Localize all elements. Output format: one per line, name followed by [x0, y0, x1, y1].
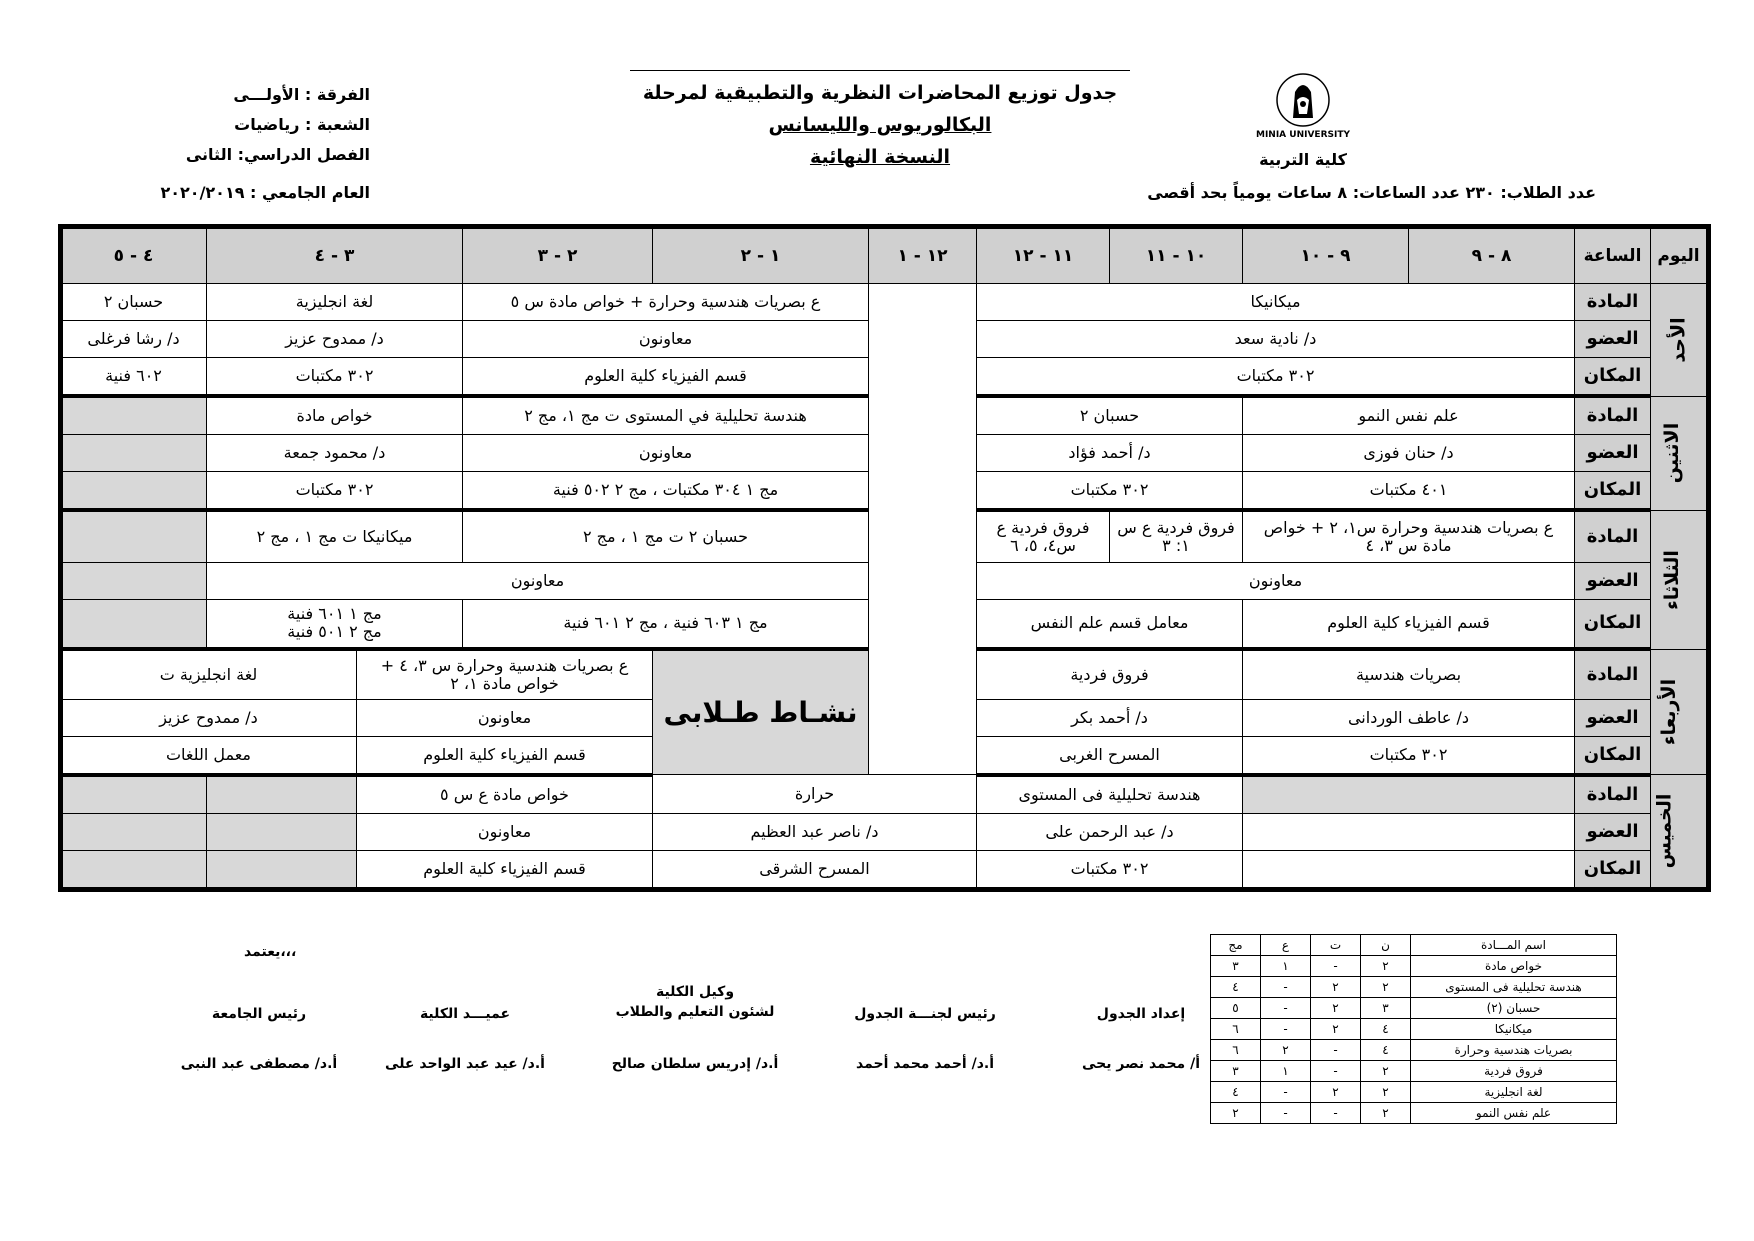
university-logo-icon — [1255, 70, 1351, 146]
scientific-guidance-block — [869, 284, 977, 775]
signature-dean: عميـــد الكلية أ.د/ عيد عبد الواحد على — [385, 1006, 545, 1072]
empty-cell — [61, 599, 207, 649]
cell: معاونون — [463, 435, 869, 472]
table-row: فروق فردية ٢ - ١ ٣ — [1211, 1061, 1617, 1082]
faculty-name: كلية التربية — [1259, 150, 1347, 169]
cell: ٣٠٢ مكتبات — [977, 358, 1575, 397]
row-label-subject: المادة — [1575, 396, 1651, 435]
cell: فروق فردية ع س٤، ٥، ٦ — [977, 510, 1110, 562]
cell: د/ ممدوح عزيز — [61, 699, 357, 736]
cell: د/ محمود جمعة — [207, 435, 463, 472]
university-name: MINIA UNIVERSITY — [1255, 130, 1350, 140]
empty-cell — [61, 775, 207, 814]
division-label: الشعبة : رياضيات — [234, 115, 370, 134]
cell: ٣٠٢ مكتبات — [1243, 736, 1575, 775]
cell: حرارة — [653, 775, 977, 814]
day-header: اليوم — [1651, 227, 1709, 284]
students-count: عدد الطلاب: ٢٣٠ عدد الساعات: ٨ ساعات يومياً بحد أقصى — [1147, 183, 1596, 202]
row-label-place: المكان — [1575, 358, 1651, 397]
table-row: بصريات هندسية وحرارة ٤ - ٢ ٦ — [1211, 1040, 1617, 1061]
subjects-header-row — [1211, 935, 1617, 956]
header-cell: ع — [1261, 935, 1311, 956]
slot-3-4: ٣ - ٤ — [207, 227, 463, 284]
empty-cell — [61, 472, 207, 511]
cell: د/ عبد الرحمن على — [977, 813, 1243, 850]
cell: هندسة تحليلية فى المستوى — [977, 775, 1243, 814]
document-title — [620, 70, 1140, 173]
day-tuesday: الثلاثاء — [1651, 510, 1709, 649]
class-info — [120, 80, 370, 170]
thursday-place-row — [61, 850, 1709, 889]
slot-2-3: ٢ - ٣ — [463, 227, 653, 284]
cell: د/ ممدوح عزيز — [207, 321, 463, 358]
cell: فروق فردية ع س ١: ٣ — [1110, 510, 1243, 562]
cell: قسم الفيزياء كلية العلوم — [1243, 599, 1575, 649]
row-label-subject: المادة — [1575, 775, 1651, 814]
cell: ٣٠٢ مكتبات — [977, 472, 1243, 511]
cell: مج ١ ٣٠٤ مكتبات ، مج ٢ ٥٠٢ فنية — [463, 472, 869, 511]
empty-cell — [1243, 775, 1575, 814]
cell: قسم الفيزياء كلية العلوم — [357, 850, 653, 889]
row-label-member: العضو — [1575, 321, 1651, 358]
header-cell: ن — [1361, 935, 1411, 956]
empty-cell — [1243, 850, 1575, 889]
empty-cell — [1243, 813, 1575, 850]
header-cell: مج — [1211, 935, 1261, 956]
cell: د/ رشا فرغلى — [61, 321, 207, 358]
cell: ٤٠١ مكتبات — [1243, 472, 1575, 511]
slot-11-12: ١١ - ١٢ — [977, 227, 1110, 284]
day-wednesday: الأربعاء — [1651, 649, 1709, 775]
cell: مج ١ ٦٠١ فنية مج ٢ ٥٠١ فنية — [207, 599, 463, 649]
header-cell: ت — [1311, 935, 1361, 956]
cell: ميكانيكا ت مج ١ ، مج ٢ — [207, 510, 463, 562]
title-line-3: النسخة النهائية — [809, 146, 951, 168]
cell: ع بصريات هندسية وحرارة س١، ٢ + خواص مادة س ٣، ٤ — [1243, 510, 1575, 562]
cell: حسبان ٢ — [977, 396, 1243, 435]
row-label-member: العضو — [1575, 699, 1651, 736]
semester-label: الفصل الدراسي: الثانى — [185, 145, 370, 164]
slot-1-2: ١ - ٢ — [653, 227, 869, 284]
title-line-1: جدول توزيع المحاضرات النظرية والتطبيقية لمرحلة — [642, 82, 1118, 104]
cell: معاونون — [463, 321, 869, 358]
faculty-header — [1188, 70, 1418, 169]
academic-year: العام الجامعي : ٢٠٢٠/٢٠١٩ — [160, 183, 370, 202]
title-line-2: البكالوريوس والليسانس — [768, 114, 992, 136]
row-label-place: المكان — [1575, 736, 1651, 775]
signature-vice-dean: وكيل الكلية لشئون التعليم والطلاب أ.د/ إدريس سلطان صالح — [611, 984, 779, 1072]
cell: د/ أحمد بكر — [977, 699, 1243, 736]
hour-header: الساعة — [1575, 227, 1651, 284]
row-label-subject: المادة — [1575, 649, 1651, 699]
slot-9-10: ٩ - ١٠ — [1243, 227, 1409, 284]
cell: ميكانيكا — [977, 284, 1575, 321]
cell: معاونون — [207, 562, 869, 599]
cell: حسبان ٢ — [61, 284, 207, 321]
subjects-hours-table — [1210, 934, 1617, 1124]
cell: معاونون — [977, 562, 1575, 599]
cell: مج ١ ٦٠٣ فنية ، مج ٢ ٦٠١ فنية — [463, 599, 869, 649]
day-monday: الاثنين — [1651, 396, 1709, 510]
cell: د/ ناصر عبد العظيم — [653, 813, 977, 850]
cell: ٣٠٢ مكتبات — [207, 472, 463, 511]
signature-prepared: إعداد الجدول أ/ محمد نصر يحى — [1081, 1006, 1201, 1072]
day-sunday: الأحد — [1651, 284, 1709, 397]
cell: فروق فردية — [977, 649, 1243, 699]
day-thursday: الخميس — [1651, 775, 1709, 890]
empty-cell — [61, 813, 207, 850]
cell: لغة انجليزية — [207, 284, 463, 321]
slot-4-5: ٤ - ٥ — [61, 227, 207, 284]
cell: د/ أحمد فؤاد — [977, 435, 1243, 472]
cell: المسرح الغربى — [977, 736, 1243, 775]
approval-note: يعتمد،،، — [244, 944, 297, 960]
empty-cell — [207, 850, 357, 889]
empty-cell — [207, 813, 357, 850]
student-activity-block: نشـاط طـلابى — [653, 649, 869, 775]
thursday-subject-row — [61, 775, 1709, 814]
table-row: خواص مادة ٢ - ١ ٣ — [1211, 956, 1617, 977]
empty-cell — [61, 435, 207, 472]
row-label-member: العضو — [1575, 562, 1651, 599]
table-row: ميكانيكا ٤ ٢ - ٦ — [1211, 1019, 1617, 1040]
row-label-subject: المادة — [1575, 510, 1651, 562]
cell: د/ نادية سعد — [977, 321, 1575, 358]
cell: لغة انجليزية ت — [61, 649, 357, 699]
empty-cell — [61, 562, 207, 599]
row-label-member: العضو — [1575, 435, 1651, 472]
row-label-place: المكان — [1575, 472, 1651, 511]
signature-committee: رئيس لجنـــة الجدول أ.د/ أحمد محمد أحمد — [854, 1006, 996, 1072]
empty-cell — [61, 510, 207, 562]
schedule-table — [58, 224, 1711, 892]
cell: معاونون — [357, 699, 653, 736]
slot-10-11: ١٠ - ١١ — [1110, 227, 1243, 284]
signature-president: رئيس الجامعة أ.د/ مصطفى عبد النبى — [180, 1006, 338, 1072]
row-label-subject: المادة — [1575, 284, 1651, 321]
cell: د/ عاطف الوردانى — [1243, 699, 1575, 736]
cell: علم نفس النمو — [1243, 396, 1575, 435]
slot-8-9: ٨ - ٩ — [1409, 227, 1575, 284]
table-row: حسبان (٢) ٣ ٢ - ٥ — [1211, 998, 1617, 1019]
cell: المسرح الشرقى — [653, 850, 977, 889]
header-cell: اسم المـــادة — [1411, 935, 1617, 956]
cell: خواص مادة ع س ٥ — [357, 775, 653, 814]
cell: ع بصريات هندسية وحرارة + خواص مادة س ٥ — [463, 284, 869, 321]
cell: قسم الفيزياء كلية العلوم — [463, 358, 869, 397]
cell: قسم الفيزياء كلية العلوم — [357, 736, 653, 775]
row-label-place: المكان — [1575, 599, 1651, 649]
table-row: علم نفس النمو ٢ - - ٢ — [1211, 1103, 1617, 1124]
sunday-subject-row — [61, 284, 1709, 321]
time-header-row — [61, 227, 1709, 284]
empty-cell — [207, 775, 357, 814]
cell: معمل اللغات — [61, 736, 357, 775]
row-label-member: العضو — [1575, 813, 1651, 850]
cell: خواص مادة — [207, 396, 463, 435]
cell: معاونون — [357, 813, 653, 850]
cell: ٣٠٢ مكتبات — [207, 358, 463, 397]
empty-cell — [61, 850, 207, 889]
cell: هندسة تحليلية في المستوى ت مج ١، مج ٢ — [463, 396, 869, 435]
slot-12-1: ١٢ - ١ — [869, 227, 977, 284]
cell: ع بصريات هندسية وحرارة س ٣، ٤ + خواص مادة ١، ٢ — [357, 649, 653, 699]
table-row: هندسة تحليلية فى المستوى ٢ ٢ - ٤ — [1211, 977, 1617, 998]
cell: بصريات هندسية — [1243, 649, 1575, 699]
cell: حسبان ٢ ت مج ١ ، مج ٢ — [463, 510, 869, 562]
cell: معامل قسم علم النفس — [977, 599, 1243, 649]
cell: د/ حنان فوزى — [1243, 435, 1575, 472]
thursday-member-row — [61, 813, 1709, 850]
row-label-place: المكان — [1575, 850, 1651, 889]
cell: ٣٠٢ مكتبات — [977, 850, 1243, 889]
empty-cell — [61, 396, 207, 435]
table-row: لغة انجليزية ٢ ٢ - ٤ — [1211, 1082, 1617, 1103]
level-label: الفرقة : الأولـــى — [233, 85, 370, 104]
cell: ٦٠٢ فنية — [61, 358, 207, 397]
